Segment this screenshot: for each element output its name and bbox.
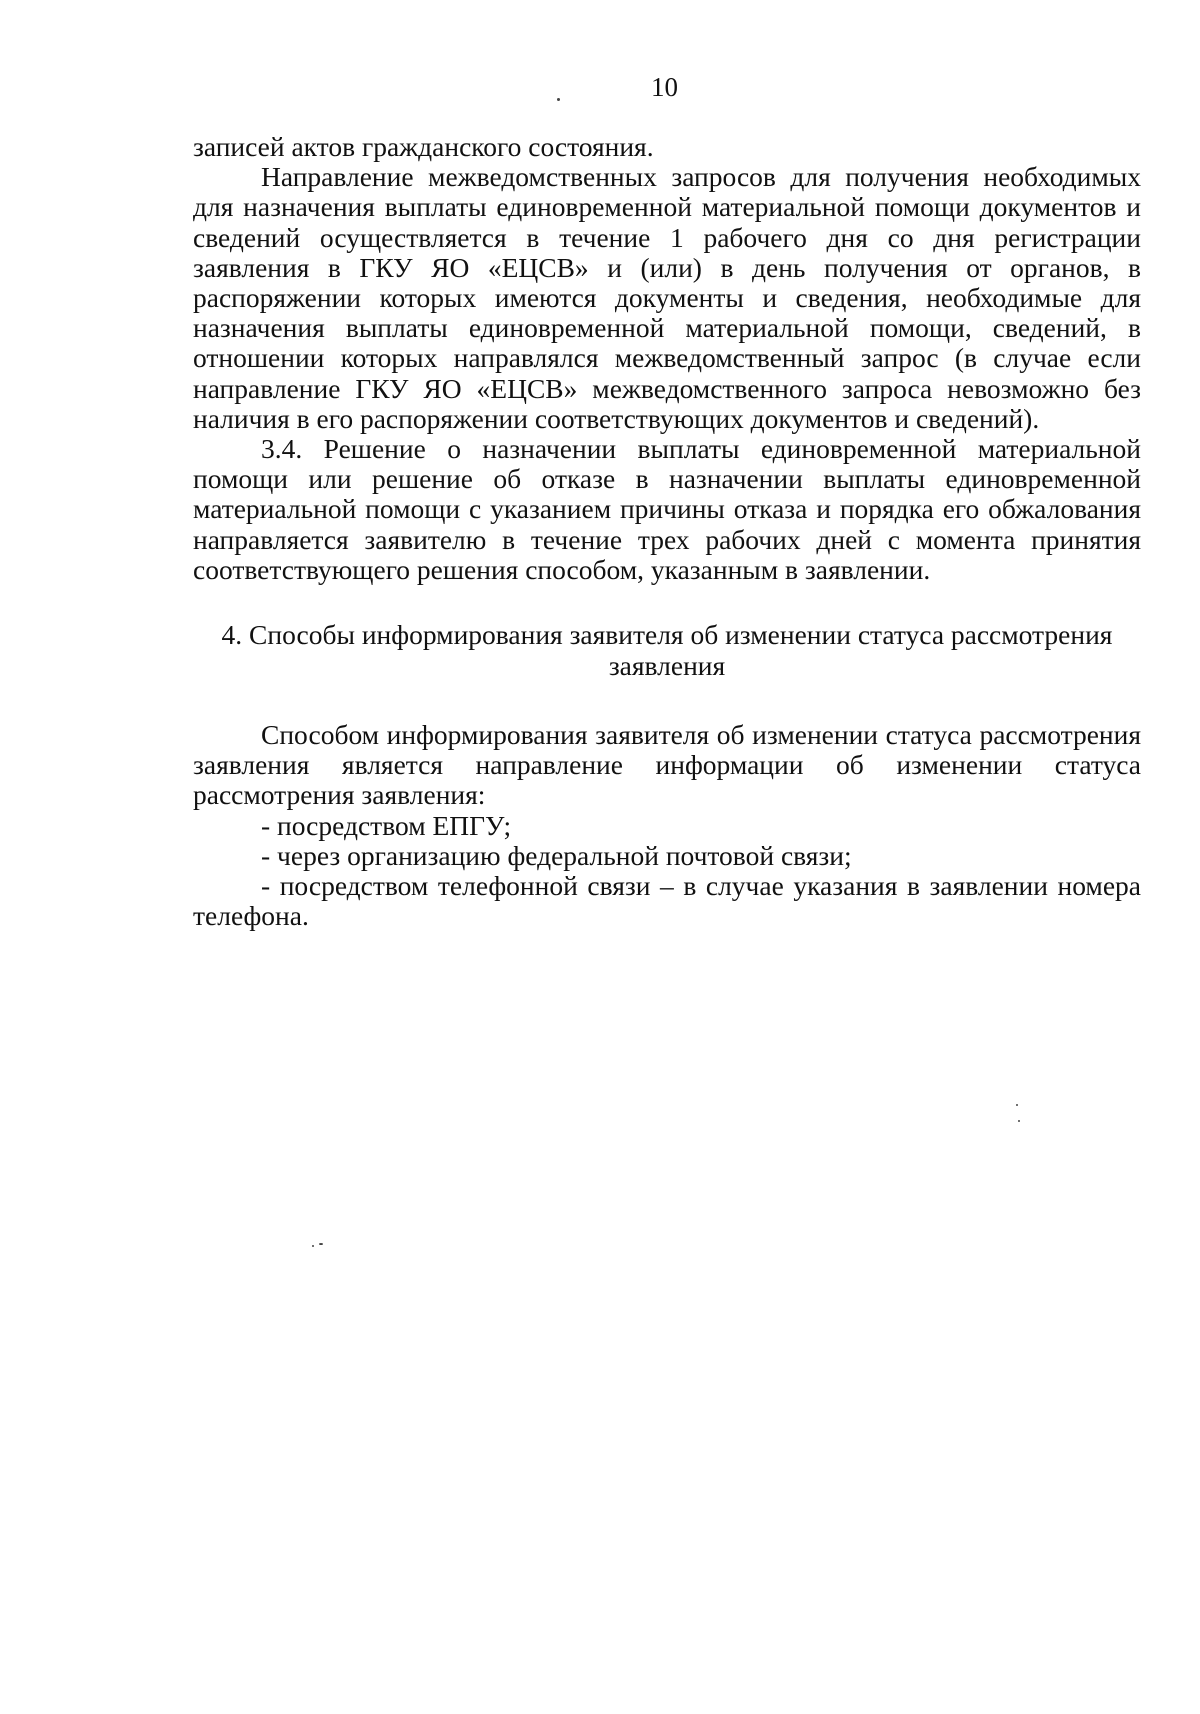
list-item-post: - через организацию федеральной почтовой связи; bbox=[261, 839, 852, 871]
paragraph-3-4-decision: 3.4. Решение о назначении выплаты единовременной материальной помощи или решение об отказе в назначении выплаты единовременной материальной помощи с указанием причины отказа и порядка его обжалования направляется заявителю в течение трех рабочих дней с момента принятия соответствующего решения способом, указанным в заявлении. bbox=[193, 433, 1141, 585]
list-item-phone: - посредством телефонной связи – в случае указания в заявлении номера телефона. bbox=[193, 870, 1141, 932]
scan-speck bbox=[312, 1245, 314, 1247]
scan-speck bbox=[319, 1243, 323, 1245]
page-header bbox=[0, 72, 1200, 112]
scan-speck bbox=[1018, 1120, 1020, 1122]
page-number: 10 bbox=[651, 72, 678, 102]
document-body bbox=[193, 132, 1141, 931]
section-4-heading bbox=[193, 619, 1141, 681]
paragraph-continuation: записей актов гражданского состояния. bbox=[193, 131, 654, 162]
scan-speck bbox=[1016, 1104, 1018, 1106]
paragraph-interagency-requests: Направление межведомственных запросов для получения необходимых для назначения выплаты единовременной материальной помощи документов и сведений осуществляется в течение 1 рабочего дня со дня регистрации заявления в ГКУ ЯО «ЕЦСВ» и (или) в день получения от органов, в распоряжении которых имеются документы и сведения, необходимые для назначения выплаты единовременной материальной помощи, сведений, в отношении которых направлялся межведомственный запрос (в случае если направление ГКУ ЯО «ЕЦСВ» межведомственного запроса невозможно без наличия в его распоряжении соответствующих документов и сведений). bbox=[193, 161, 1141, 434]
scan-speck bbox=[557, 98, 560, 101]
section-4-heading-line2: заявления bbox=[608, 650, 726, 682]
list-item-epgu: - посредством ЕПГУ; bbox=[261, 809, 512, 841]
section-4-intro: Способом информирования заявителя об изменении статуса рассмотрения заявления является направление информации об изменении статуса рассмотрения заявления: bbox=[193, 719, 1141, 811]
section-4-heading-line1: 4. Способы информирования заявителя об изменении статуса рассмотрения bbox=[221, 619, 1113, 651]
